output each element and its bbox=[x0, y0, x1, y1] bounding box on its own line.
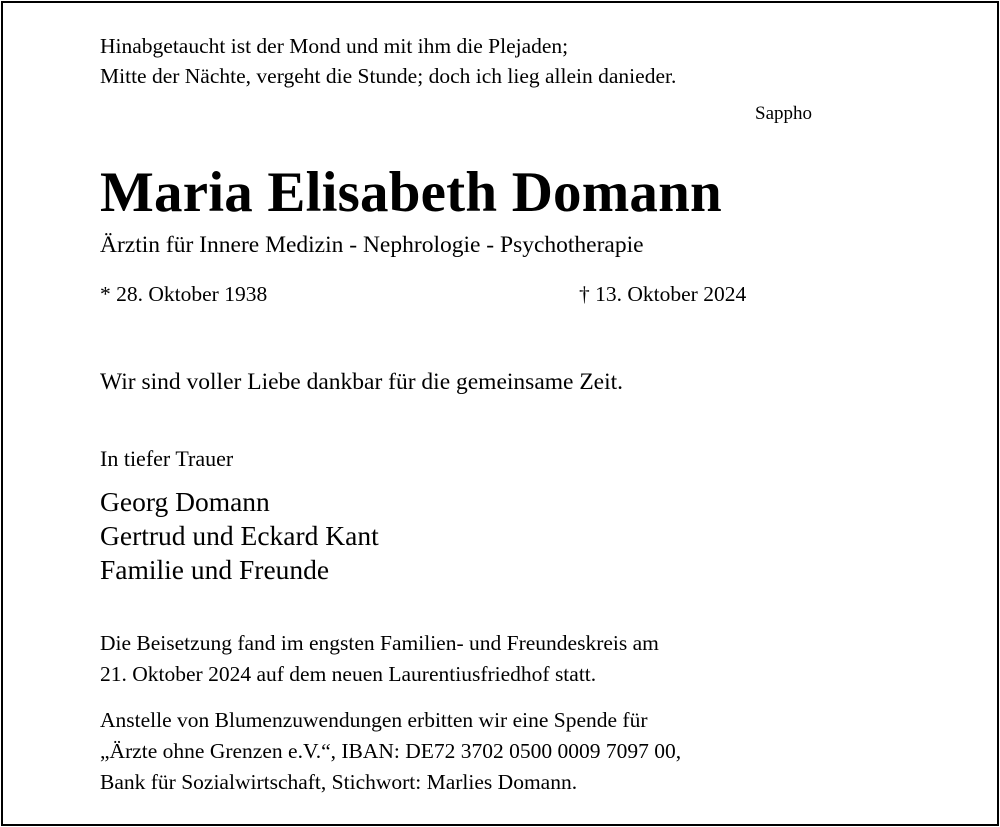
notice-border bbox=[1, 1, 999, 826]
motto-line: Hinabgetaucht ist der Mond und mit ihm die Plejaden; bbox=[100, 34, 569, 58]
mourner-name: Georg Domann bbox=[100, 486, 270, 517]
mourner-name: Gertrud und Eckard Kant bbox=[100, 520, 379, 551]
deceased-profession: Ärztin für Innere Medizin - Nephrologie - Psychotherapie bbox=[100, 232, 644, 258]
mourning-label: In tiefer Trauer bbox=[100, 446, 234, 471]
motto-line: Mitte der Nächte, vergeht die Stunde; doch ich lieg allein danieder. bbox=[100, 64, 677, 88]
burial-notice-line: Die Beisetzung fand im engsten Familien- und Freundeskreis am bbox=[100, 631, 659, 655]
gratitude-statement: Wir sind voller Liebe dankbar für die gemeinsame Zeit. bbox=[100, 369, 624, 395]
donation-notice-line: Anstelle von Blumenzuwendungen erbitten wir eine Spende für bbox=[100, 708, 648, 732]
donation-notice-line: „Ärzte ohne Grenzen e.V.“, IBAN: DE72 3702 0500 0009 7097 00, bbox=[100, 739, 682, 763]
motto-author: Sappho bbox=[755, 103, 812, 124]
mourner-name: Familie und Freunde bbox=[100, 554, 330, 585]
deceased-name: Maria Elisabeth Domann bbox=[100, 161, 722, 224]
death-date: † 13. Oktober 2024 bbox=[579, 282, 747, 306]
burial-notice-line: 21. Oktober 2024 auf dem neuen Laurentiusfriedhof statt. bbox=[100, 662, 597, 686]
donation-notice-line: Bank für Sozialwirtschaft, Stichwort: Marlies Domann. bbox=[100, 770, 578, 794]
birth-date: * 28. Oktober 1938 bbox=[100, 282, 268, 306]
